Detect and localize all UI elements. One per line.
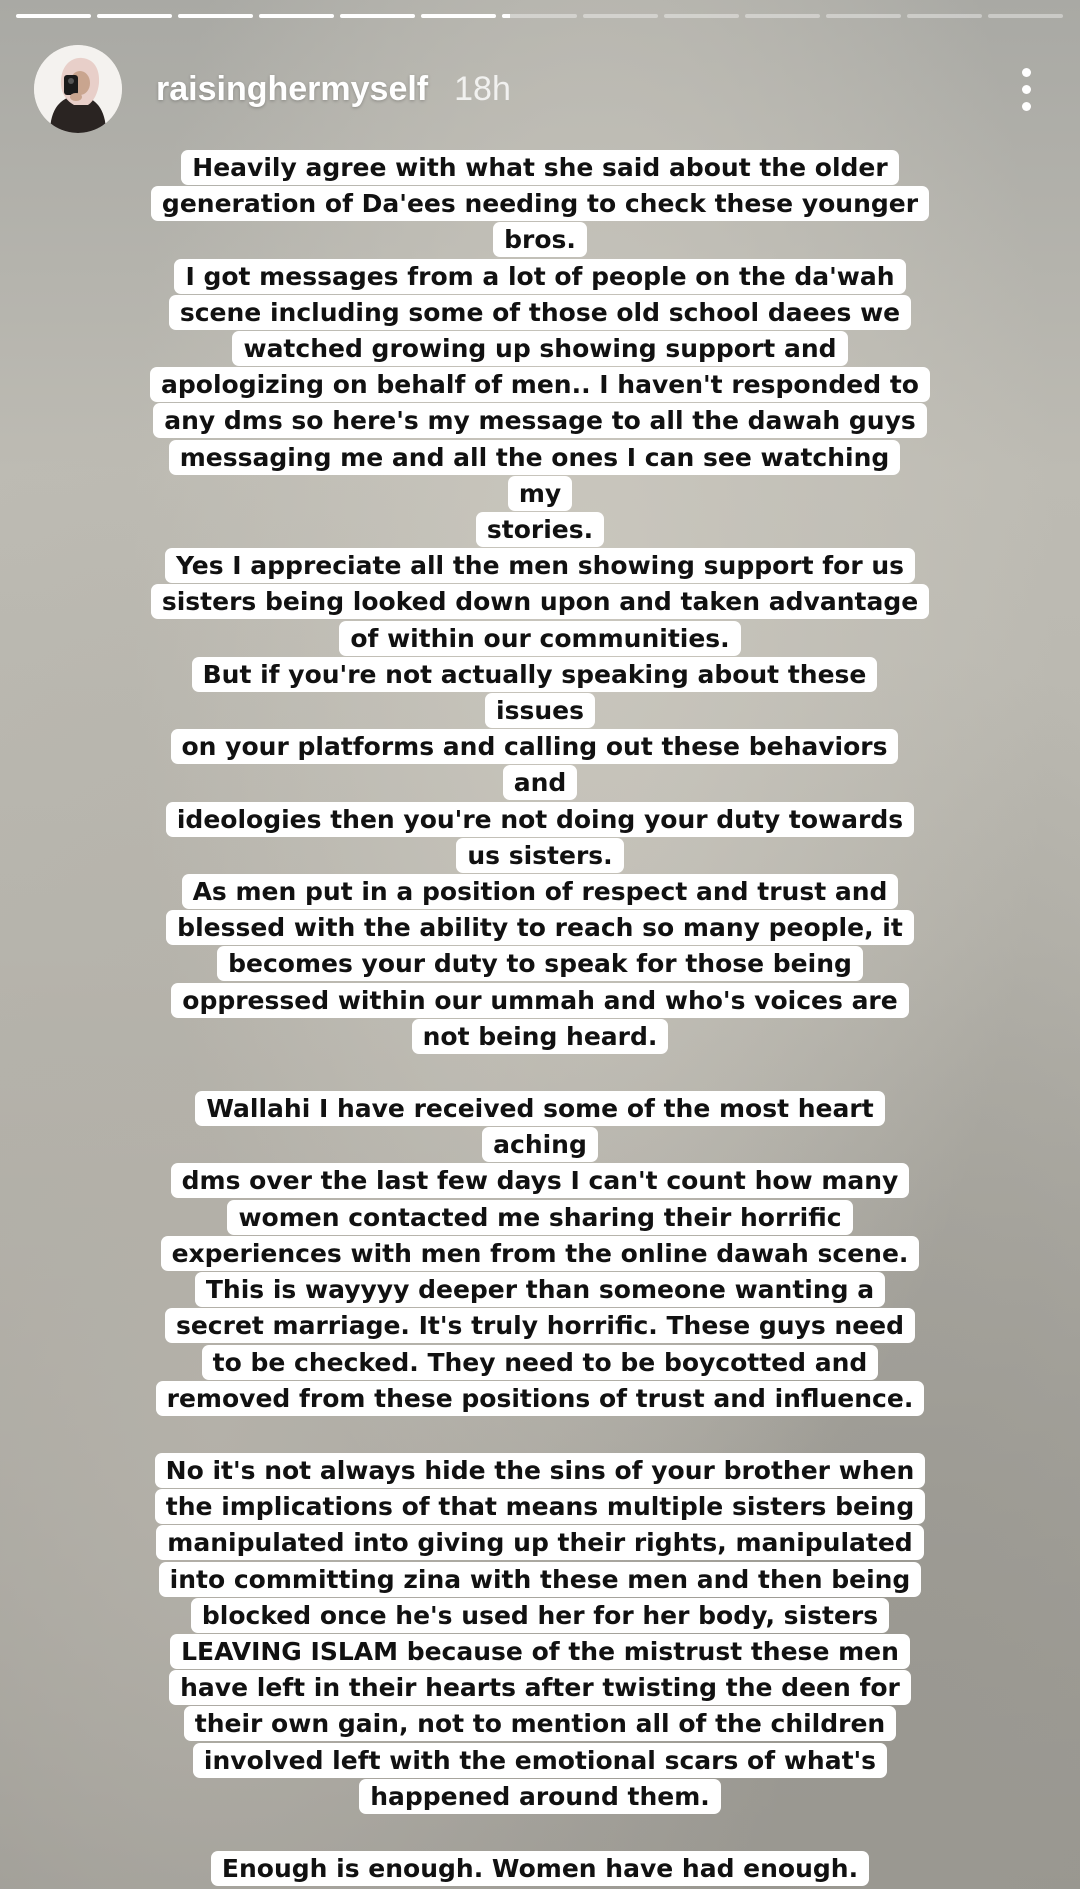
text-line: apologizing on behalf of men.. I haven't responded to: [150, 367, 930, 402]
text-line: not being heard.: [412, 1019, 669, 1054]
avatar[interactable]: [34, 45, 122, 133]
story-paragraph: [150, 1453, 930, 1815]
text-line: sisters being looked down upon and taken advantage: [151, 584, 929, 619]
progress-segment-fill: [340, 14, 415, 18]
text-line: into committing zina with these men and then being: [159, 1562, 922, 1597]
progress-segment: [907, 14, 982, 18]
text-line: have left in their hearts after twisting the deen for: [169, 1670, 911, 1705]
text-line: Heavily agree with what she said about the older: [181, 150, 898, 185]
text-line: involved left with the emotional scars of what's: [193, 1743, 887, 1778]
progress-segment-fill: [259, 14, 334, 18]
text-line: the implications of that means multiple sisters being: [155, 1489, 925, 1524]
text-line: blocked once he's used her for her body, sisters: [191, 1598, 889, 1633]
text-line: of within our communities.: [339, 621, 740, 656]
text-line: any dms so here's my message to all the dawah guys: [153, 403, 927, 438]
text-line: women contacted me sharing their horrific: [227, 1200, 852, 1235]
text-line: removed from these positions of trust and influence.: [156, 1381, 925, 1416]
text-line: to be checked. They need to be boycotted and: [202, 1345, 879, 1380]
text-line: No it's not always hide the sins of your brother when: [155, 1453, 926, 1488]
more-dot: [1022, 102, 1031, 111]
paragraph-gap: [150, 1055, 930, 1091]
text-line: watched growing up showing support and: [232, 331, 847, 366]
progress-segment: [421, 14, 496, 18]
text-line: on your platforms and calling out these behaviors and: [171, 729, 899, 800]
progress-segment-fill: [421, 14, 496, 18]
progress-segment: [988, 14, 1063, 18]
more-dot: [1022, 85, 1031, 94]
progress-segment: [502, 14, 577, 18]
username[interactable]: raisinghermyself: [156, 69, 429, 108]
text-line: happened around them.: [359, 1779, 721, 1814]
text-line: I got messages from a lot of people on the da'wah: [174, 259, 905, 294]
story-text-overlay: [150, 150, 930, 1887]
story-progress-bar: [16, 14, 1063, 18]
paragraph-gap: [150, 1815, 930, 1851]
profile-photo-icon: [34, 45, 122, 133]
story-paragraph: [150, 150, 930, 1055]
text-line: scene including some of those old school daees we: [169, 295, 911, 330]
progress-segment-fill: [502, 14, 510, 18]
text-line: stories.: [476, 512, 604, 547]
progress-segment-fill: [97, 14, 172, 18]
progress-segment-fill: [178, 14, 253, 18]
text-line: But if you're not actually speaking about these issues: [192, 657, 878, 728]
text-line: Yes I appreciate all the men showing support for us: [165, 548, 915, 583]
progress-segment: [97, 14, 172, 18]
text-line: LEAVING ISLAM because of the mistrust these men: [170, 1634, 910, 1669]
text-line: us sisters.: [456, 838, 623, 873]
more-dot: [1022, 68, 1031, 77]
text-line: experiences with men from the online dawah scene.: [161, 1236, 920, 1271]
text-line: their own gain, not to mention all of the children: [184, 1706, 896, 1741]
more-vertical-icon[interactable]: [1006, 59, 1046, 119]
progress-segment: [664, 14, 739, 18]
text-line: This is wayyyy deeper than someone wanting a: [195, 1272, 885, 1307]
text-line: dms over the last few days I can't count how many: [171, 1163, 910, 1198]
text-line: becomes your duty to speak for those being: [217, 946, 863, 981]
progress-segment: [745, 14, 820, 18]
text-line: blessed with the ability to reach so many people, it: [166, 910, 914, 945]
post-timestamp: 18h: [454, 69, 511, 108]
text-line: Wallahi I have received some of the most heart aching: [195, 1091, 884, 1162]
story-paragraph: [150, 1091, 930, 1417]
text-line: messaging me and all the ones I can see watching my: [169, 440, 901, 511]
progress-segment: [16, 14, 91, 18]
progress-segment: [583, 14, 658, 18]
text-line: generation of Da'ees needing to check these younger: [151, 186, 929, 221]
progress-segment-fill: [16, 14, 91, 18]
story-paragraph: [150, 1851, 930, 1887]
progress-segment: [340, 14, 415, 18]
story-header: [34, 44, 1046, 134]
text-line: ideologies then you're not doing your duty towards: [166, 802, 914, 837]
text-line: manipulated into giving up their rights, manipulated: [156, 1525, 923, 1560]
text-line: Enough is enough. Women have had enough.: [211, 1851, 869, 1886]
text-line: secret marriage. It's truly horrific. These guys need: [165, 1308, 915, 1343]
text-line: As men put in a position of respect and trust and: [182, 874, 899, 909]
text-line: oppressed within our ummah and who's voices are: [171, 983, 908, 1018]
paragraph-gap: [150, 1417, 930, 1453]
text-line: bros.: [493, 222, 587, 257]
progress-segment: [178, 14, 253, 18]
progress-segment: [826, 14, 901, 18]
progress-segment: [259, 14, 334, 18]
